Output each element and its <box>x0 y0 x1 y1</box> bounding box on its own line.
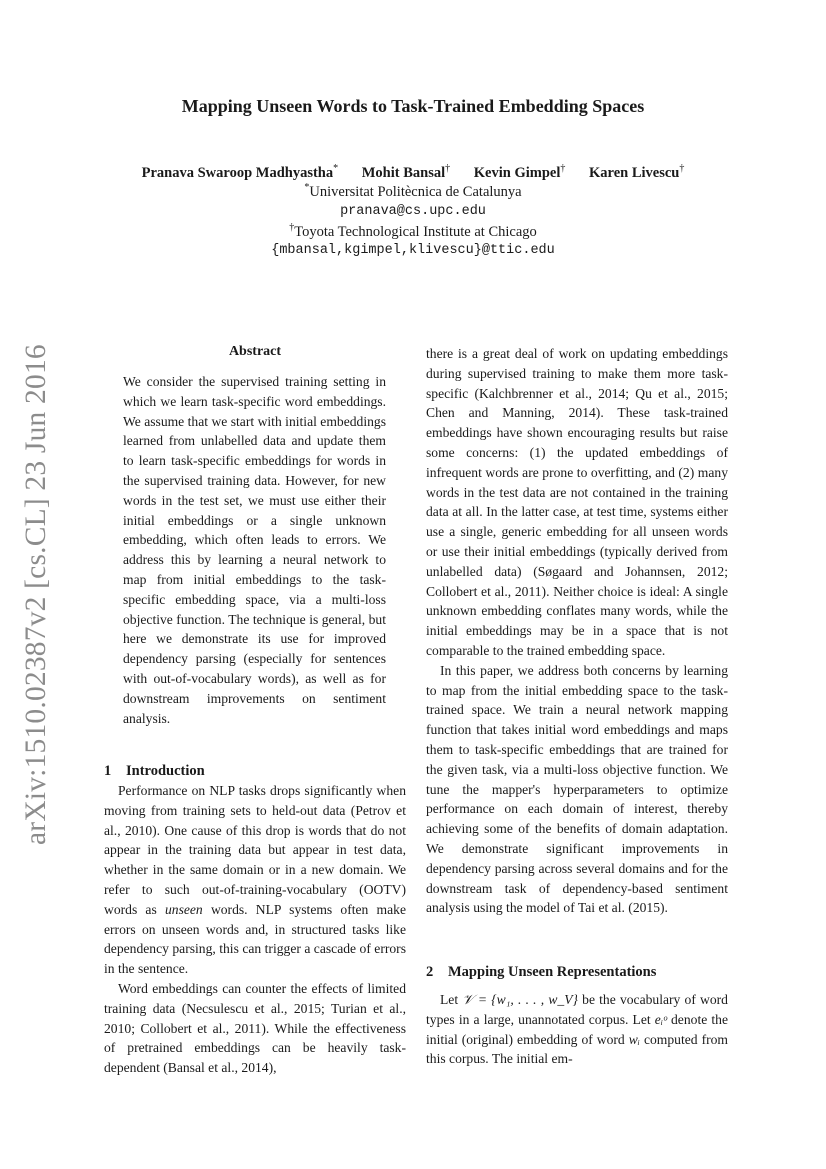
author: Karen Livescu† <box>589 163 685 181</box>
math-embedding: eᵢᵒ <box>654 1011 667 1027</box>
affiliation-email: {mbansal,kgimpel,klivescu}@ttic.edu <box>271 243 555 258</box>
abstract-heading: Abstract <box>228 344 282 359</box>
affiliation-institution: *Universitat Politècnica de Catalunya <box>304 182 522 200</box>
paper-title: Mapping Unseen Words to Task-Trained Embedding Spaces <box>181 96 645 116</box>
author: Mohit Bansal† <box>361 163 451 181</box>
author: Kevin Gimpel† <box>473 163 566 181</box>
affiliation-email: pranava@cs.upc.edu <box>340 204 486 219</box>
arxiv-stamp: arXiv:1510.02387v2 [cs.CL] 23 Jun 2016 <box>20 344 52 845</box>
math-word: wᵢ <box>628 1031 640 1047</box>
section-heading: 1 Introduction <box>104 763 205 779</box>
affiliation-institution: †Toyota Technological Institute at Chicago <box>289 222 537 240</box>
section-heading: 2 Mapping Unseen Representations <box>426 964 657 980</box>
paragraph: Let 𝒱 = {w₁, . . . , w_V} be the vocabulary of word types in a large, unannotated corpus. Let eᵢᵒ denote the initial (original) embedding of word wᵢ computed from this corpus. The initial em- <box>426 992 728 1067</box>
right-column-text <box>426 344 728 918</box>
author-list <box>0 163 826 182</box>
author: Pranava Swaroop Madhyastha* <box>141 163 339 181</box>
abstract-body: We consider the supervised training setting in which we learn task-specific word embeddings. We assume that we start with initial embeddings learned from unlabelled data and update them to learn task-specific embeddings for words in the supervised training data. However, for new words in the test set, we must use either their initial embeddings or a single unknown embedding, which often leads to errors. We address this by learning a neural network to map from initial embeddings to the task-specific embedding space, via a multi-loss objective function. The technique is general, but here we demonstrate its use for improved dependency parsing (especially for sentences with out-of-vocabulary words), as well as for downstream improvements on sentiment analysis. <box>123 374 386 726</box>
paragraph: Performance on NLP tasks drops significantly when moving from training sets to held-out data (Petrov et al., 2010). One cause of this drop is words that do not appear in the training data but appear in test data, whether in the same domain or in a new domain. We refer to such out-of-training-vocabulary (OOTV) words as unseen words. NLP systems often make errors on unseen words and, in structured tasks like dependency parsing, this can trigger a cascade of errors in the sentence. <box>104 783 406 977</box>
paragraph: In this paper, we address both concerns by learning to map from the initial embedding space to the task-trained space. We train a neural network mapping function that takes initial word embeddings and maps them to task-specific embeddings that are trained for the given task, via a multi-loss objective function. We tune the mapper's hyperparameters to optimize performance on each domain of interest, thereby achieving some of the benefits of domain adaptation. We demonstrate significant improvements in dependency parsing across several domains and for the downstream task of dependency-based sentiment analysis using the model of Tai et al. (2015). <box>426 662 728 916</box>
paragraph: there is a great deal of work on updating embeddings during supervised training to make them more task-specific (Kalchbrenner et al., 2014; Qu et al., 2015; Chen and Manning, 2014). These task-trained embeddings have shown encouraging results but raise some concerns: (1) the updated embeddings of infrequent words are prone to overfitting, and (2) many words in the test data are not contained in the training data at all. In the latter case, at test time, systems either use a single, generic embedding for all unseen words or use their initial embeddings (typically derived from unlabelled data) (Søgaard and Johannsen, 2012; Collobert et al., 2011). Neither choice is ideal: A single unknown embedding conflates many words, while the initial embeddings may be in a space that is not comparable to the trained embedding space. <box>426 346 728 658</box>
section2-text <box>426 990 728 1069</box>
left-column-text <box>104 781 406 1078</box>
paragraph: Word embeddings can counter the effects of limited training data (Necsulescu et al., 2015; Turian et al., 2010; Collobert et al., 2011). While the effectiveness of pretrained embeddings can be heavily task-dependent (Bansal et al., 2014), <box>104 980 406 1076</box>
math-vocabulary: 𝒱 = {w₁, . . . , w_V} <box>462 992 578 1007</box>
